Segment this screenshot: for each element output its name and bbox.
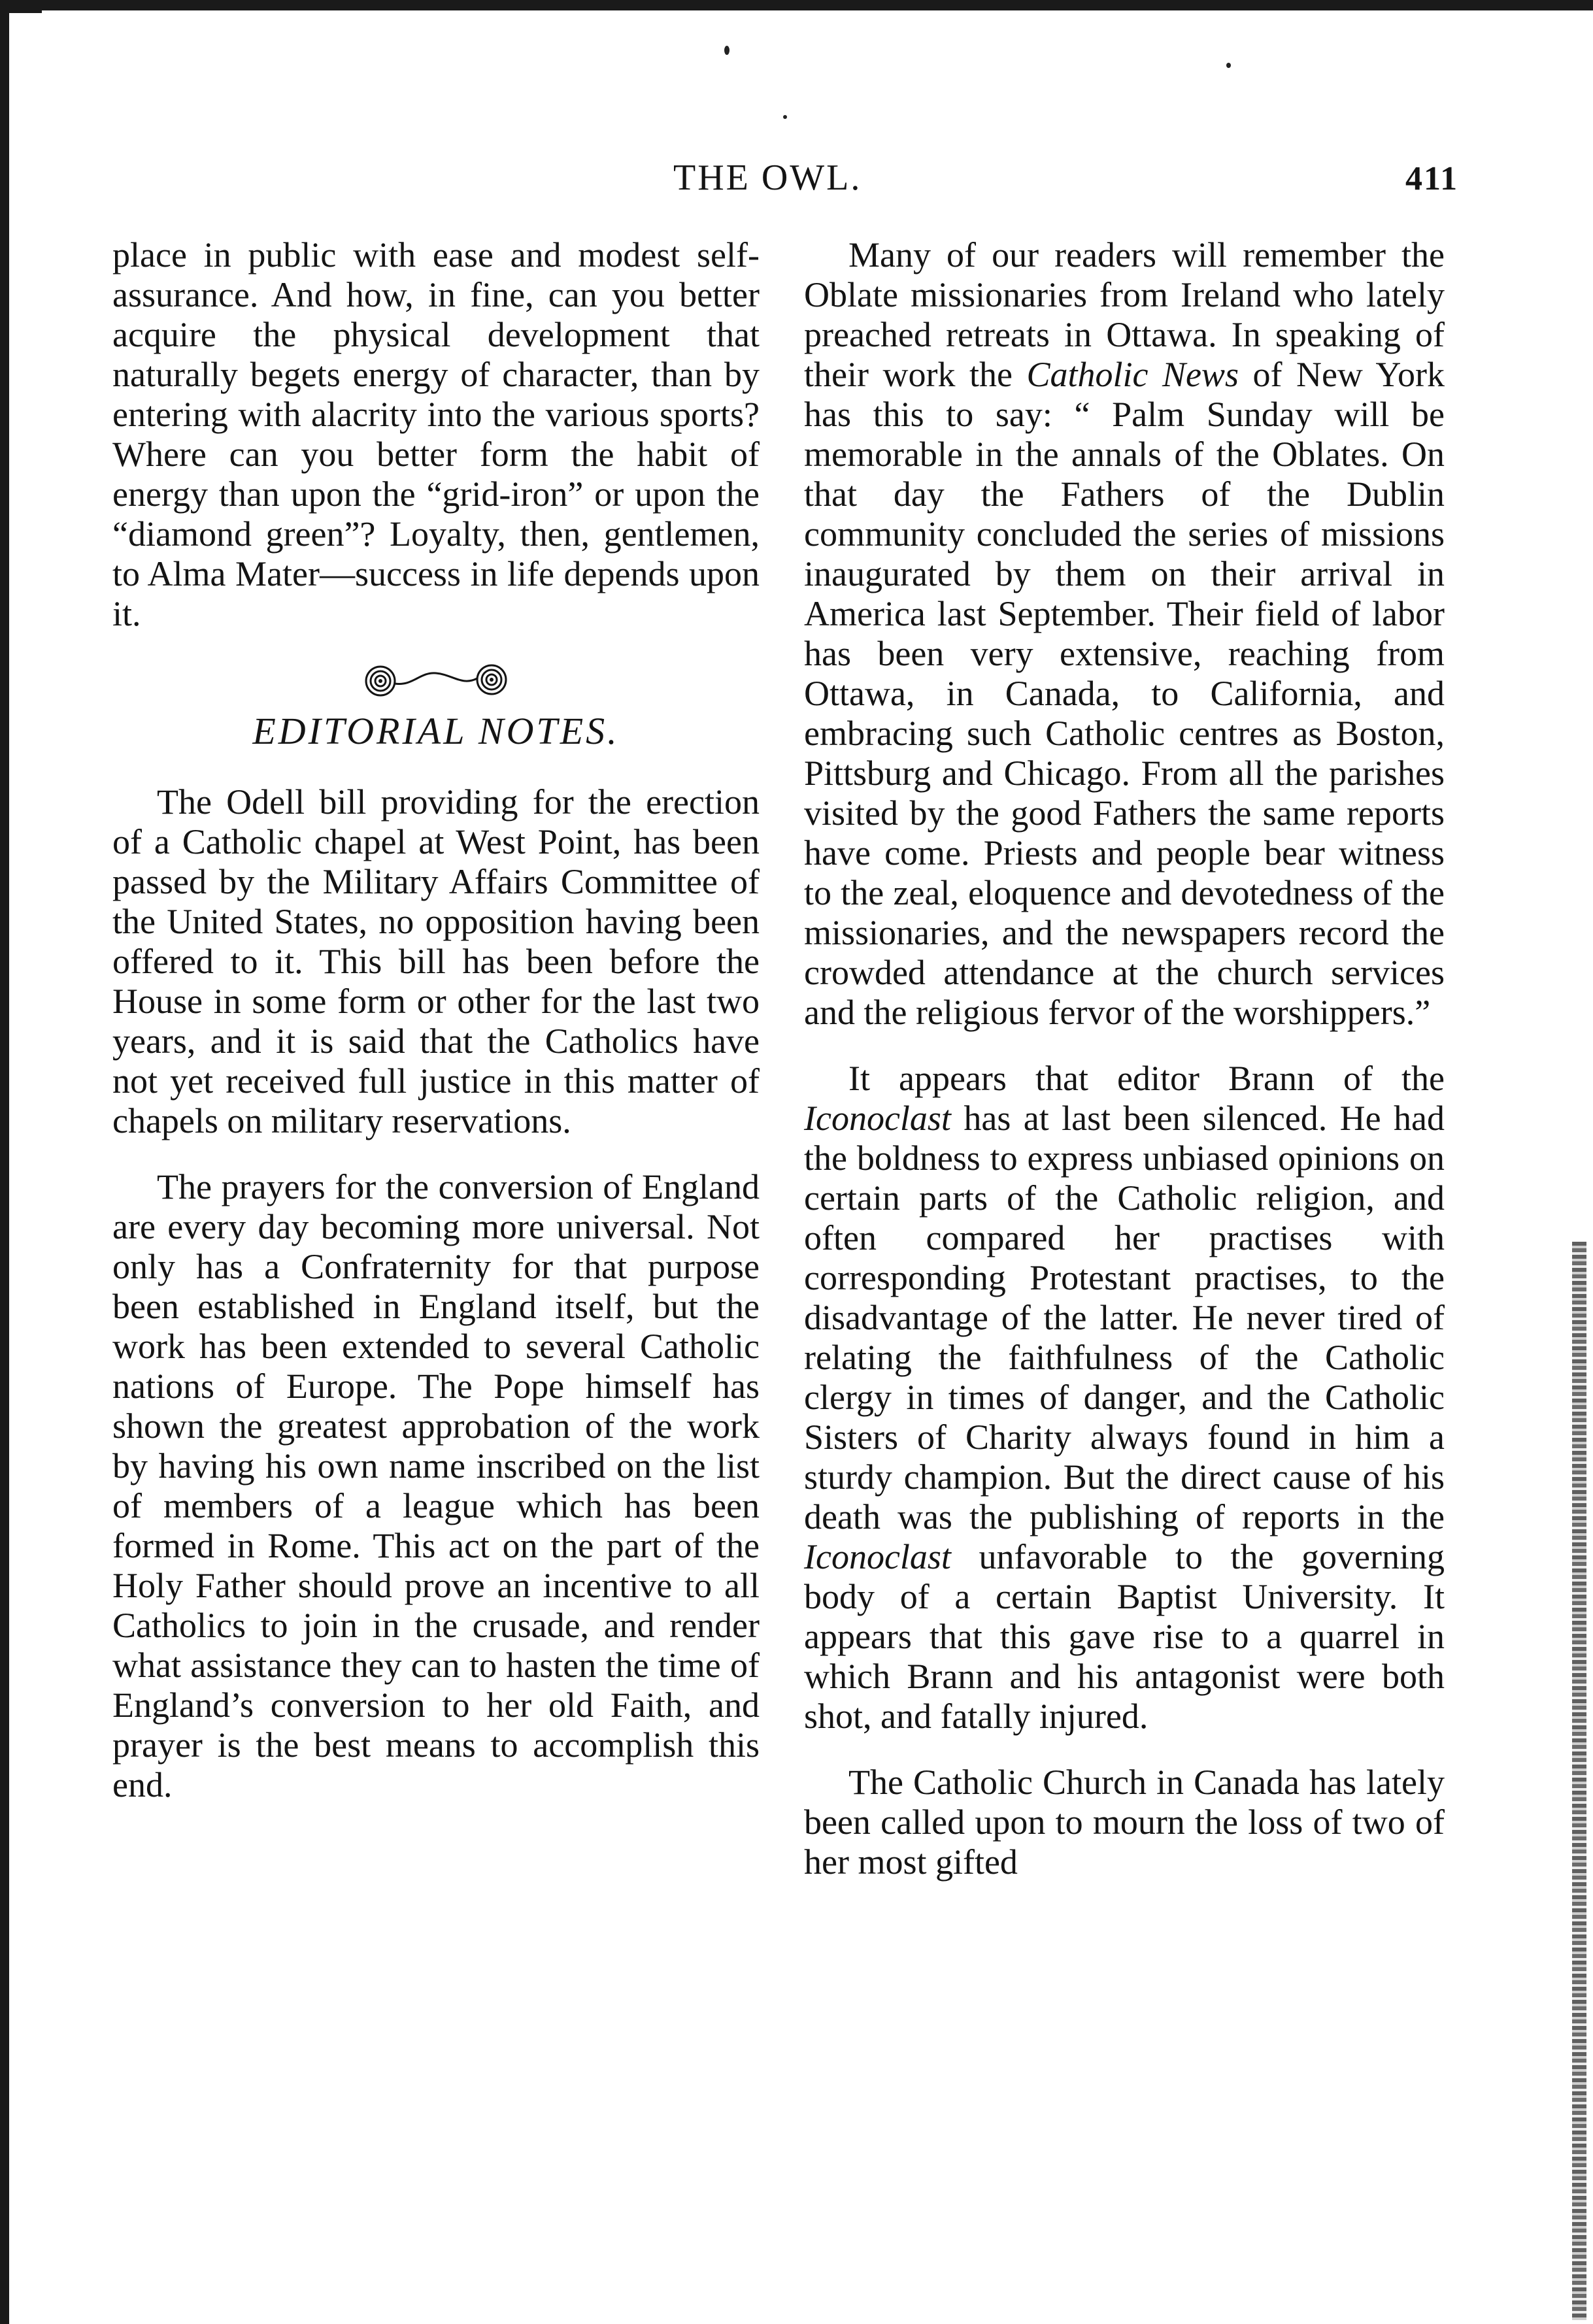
oblates-text-a: Many of our readers will remember the Oblate missionaries from Ireland who lately preached retreats in Ottawa. In speaking of their work the [804,235,1445,394]
scan-border-top [0,0,1593,10]
scroll-ornament-icon [354,660,518,699]
brann-paragraph [804,1059,1445,1736]
section-heading: EDITORIAL NOTES. [252,710,620,752]
scan-corner-mark [9,10,42,13]
continued-paragraph: place in public with ease and modest self-assurance. And how, in fine, can you better acquire the physical development that naturally begets energy of character, than by entering with alacrity into the various sports? Where can you better form the habit of energy than upon the “grid-iron” or upon the “diamond green”? Loyalty, then, gentlemen, to Alma Mater—success in life depends upon it. [112,235,760,633]
left-column [112,235,760,1805]
oblates-text-b: of New York has this to say: “ Palm Sunday will be memorable in the annals of the Oblates. On that day the Fathers of the Dublin community concluded the series of missions inaugurated by them on their arrival in America last September. Their field of labor has been very extensive, reaching from Ottawa, in Canada, to California, and embracing such Catholic centres as Boston, Pittsburg and Chicago. From all the parishes visited by the good Fathers the same reports have come. Priests and people bear witness to the zeal, eloquence and devotedness of the missionaries, and the newspapers record the crowded attendance at the church services and the religious fervor of the worshippers.” [804,355,1445,1032]
scan-edge-noise [1572,1242,1586,2320]
scan-speck [783,115,787,119]
right-column [804,235,1445,1882]
oblates-paragraph [804,235,1445,1033]
brann-text-b: has at last been silenced. He had the boldness to express unbiased opinions on certain parts of the Catholic religion, and often compared her practises with corresponding Protestant practises, to the disadvantage of the latter. He never tired of relating the faithfulness of the Catholic clergy in times of danger, and the Catholic Sisters of Charity always found in him a sturdy champion. But the direct cause of his death was the publishing of reports in the [804,1099,1445,1536]
brann-text-a: It appears that editor Brann of the [848,1059,1445,1098]
running-title: THE OWL. [673,158,862,198]
publication-title: Iconoclast [804,1537,951,1576]
publication-title: Iconoclast [804,1099,951,1138]
canada-church-paragraph: The Catholic Church in Canada has lately been called upon to mourn the loss of two of her most gifted [804,1763,1445,1882]
scan-border-left [0,0,9,2324]
page-number: 411 [1405,160,1459,197]
scan-speck [1226,63,1231,68]
odell-bill-paragraph: The Odell bill providing for the erection of a Catholic chapel at West Point, has been passed by the Military Affairs Committee of the United States, no opposition having been offered to it. This bill has been before the House in some form or other for the last two years, and it is said that the Catholics have not yet received full justice in this matter of chapels on military reservations. [112,782,760,1140]
conversion-paragraph: The prayers for the conversion of England are every day becoming more universal. Not only has a Confraternity for that purpose been established in England itself, but the work has been extended to several Catholic nations of Europe. The Pope himself has shown the greatest approbation of the work by having his own name inscribed on the list of members of a league which has been formed in Rome. This act on the part of the Holy Father should prove an incentive to all Catholics to join in the crusade, and render what assistance they can to hasten the time of England’s conversion to her old Faith, and prayer is the best means to accomplish this end. [112,1167,760,1804]
brann-text-c: unfavorable to the governing body of a certain Baptist University. It appears that this gave rise to a quarrel in which Brann and his antagonist were both shot, and fatally injured. [804,1537,1445,1736]
publication-title: Catholic News [1026,355,1239,394]
scan-speck [724,46,729,55]
